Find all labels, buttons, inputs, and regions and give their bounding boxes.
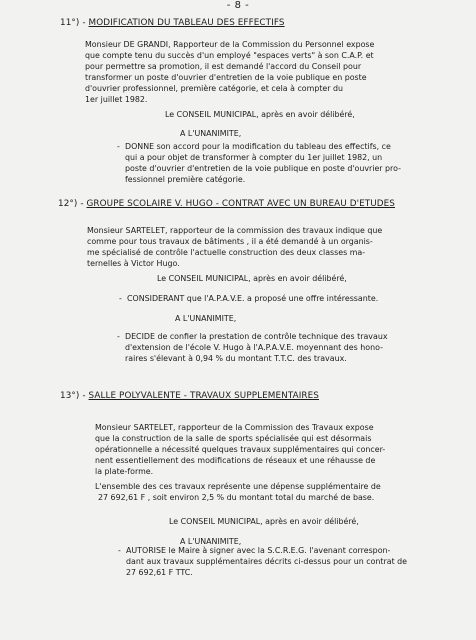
section-11-title: MODIFICATION DU TABLEAU DES EFFECTIFS [88, 18, 285, 28]
section-12-number: 12°) - [58, 199, 84, 209]
page-number: - 8 - [226, 0, 250, 11]
section-11-vote: A L'UNANIMITE, [180, 129, 242, 138]
report-line: opérationnelle a nécessité quelques travaux supplémentaires qui concer- [95, 444, 386, 454]
section-13-council: Le CONSEIL MUNICIPAL, après en avoir délibéré, [169, 517, 359, 526]
report-line: Monsieur SARTELET, rapporteur de la Commission des Travaux expose [95, 423, 374, 432]
decision-line: DONNE son accord pour la modification du tableau des effectifs, ce [125, 142, 391, 151]
report-line: 1er juillet 1982. [85, 94, 148, 104]
document-page: - 8 - 11°) - MODIFICATION DU TABLEAU DES EFFECTIFS Monsieur DE GRANDI, Rapporteur de la Commission du Personnel expose que compte tenu du succès d'un employé "espaces verts" à son C.A.P. et pour permettre sa promotion, il est demandé l'accord du Conseil pour transformer un poste d'ouvrier d'entretien de la voie publique en poste d'ouvrier professionnel, première catégorie, et cela à compter du 1er juillet 1982. Le CONSEIL MUNICIPAL, après en avoir délibéré, A L'UNANIMITE, - DONNE son accord pour la modification du tableau des effectifs, ce qui a pour objet de transformer à compter du 1er juillet 1982, un poste d'ouvrier d'entretien de la voie publique en poste d'ouvrier pro- fessionnel première catégorie. 12°) - GROUPE SCOLAIRE V. HUGO - CONTRAT AVEC UN BUREAU D'ETUDES Monsieur SARTELET, rapporteur de la commission des travaux indique que comme pour tous travaux de bâtiments , il a été demandé à un organis- me spécialisé de contrôle l'actuelle construction des deux classes ma- ternelles à Victor Hugo. Le CONSEIL MUNICIPAL, après en avoir délibéré, - CONSIDERANT que l'A.P.A.V.E. a proposé une offre intéressante. A L'UNANIMITE, - DECIDE de confier la prestation de contrôle technique des travaux d'extension de l'école V. Hugo à l'A.P.A.V.E. moyennant des hono- raires s'élevant à 0,94 % du montant T.T.C. des travaux. 13°) - SALLE POLYVALENTE - TRAVAUX SUPPLEMENTAIRES Monsieur SARTELET, rapporteur de la Commission des Travaux expose que la construction de la salle de sports spécialisée qui est désormais opérationnelle a nécessité quelques travaux supplémentaires qui concer- nent essentiellement des modifications de réseaux et une réhausse de la plate-forme. L'ensemble des ces travaux représente une dépense supplémentaire de 27 692,61 F , soit environ 2,5 % du montant total du marché de base. Le CONSEIL MUNICIPAL, après en avoir délibéré, A L'UNANIMITE, - AUTORISE le Maire à signer avec la S.C.R.E.G. l'avenant correspon- dant aux travaux supplémentaires décrits ci-dessus pour un contrat de 27 692,61 F TTC. [0, 0, 476, 640]
report-line: Monsieur SARTELET, rapporteur de la commission des travaux indique que [87, 226, 383, 235]
section-13-number: 13°) - [60, 391, 86, 401]
decision-line: raires s'élevant à 0,94 % du montant T.T.C. des travaux. [125, 353, 347, 363]
section-11-number: 11°) - [60, 18, 86, 28]
decision-line: 27 692,61 F TTC. [126, 567, 193, 577]
section-13-vote: A L'UNANIMITE, [180, 537, 242, 546]
section-13-heading [60, 391, 319, 401]
report-line: Monsieur DE GRANDI, Rapporteur de la Commission du Personnel expose [85, 40, 375, 49]
section-13-cost [95, 482, 381, 504]
section-11-report [85, 40, 374, 105]
section-11-heading [60, 18, 285, 28]
report-line: L'ensemble des ces travaux représente une dépense supplémentaire de [95, 482, 381, 491]
report-line: d'ouvrier professionnel, première catégorie, et cela à compter du [85, 83, 344, 93]
decision-line: dant aux travaux supplémentaires décrits ci-dessus pour un contrat de [126, 556, 408, 566]
report-line: que compte tenu du succès d'un employé "espaces verts" à son C.A.P. et [85, 50, 374, 60]
decision-line: fessionnel première catégorie. [125, 174, 246, 184]
decision-line: DECIDE de confier la prestation de contrôle technique des travaux [125, 332, 388, 341]
report-line: transformer un poste d'ouvrier d'entretien de la voie publique en poste [85, 72, 367, 82]
report-line: 27 692,61 F , soit environ 2,5 % du montant total du marché de base. [98, 492, 375, 502]
section-12-title: GROUPE SCOLAIRE V. HUGO - CONTRAT AVEC UN BUREAU D'ETUDES [86, 199, 395, 209]
decision-line: qui a pour objet de transformer à compter du 1er juillet 1982, un [125, 152, 383, 162]
section-13-report [95, 423, 385, 478]
report-line: nent essentiellement des modifications de réseaux et une réhausse de [95, 455, 376, 465]
report-line: ternelles à Victor Hugo. [87, 258, 180, 268]
report-line: la plate-forme. [95, 466, 154, 476]
decision-line: poste d'ouvrier d'entretien de la voie publique en poste d'ouvrier pro- [125, 163, 401, 173]
report-line: que la construction de la salle de sports spécialisée qui est désormais [95, 433, 372, 443]
report-line: me spécialisé de contrôle l'actuelle construction des deux classes ma- [87, 247, 366, 257]
section-12-vote: A L'UNANIMITE, [175, 314, 237, 323]
section-12-council: Le CONSEIL MUNICIPAL, après en avoir délibéré, [157, 274, 347, 283]
consideration-line: CONSIDERANT que l'A.P.A.V.E. a proposé une offre intéressante. [127, 294, 379, 303]
section-11-council: Le CONSEIL MUNICIPAL, après en avoir délibéré, [165, 110, 355, 119]
section-12-heading [58, 199, 395, 209]
report-line: comme pour tous travaux de bâtiments , il a été demandé à un organis- [87, 236, 373, 246]
section-12-report [87, 226, 382, 270]
decision-line: AUTORISE le Maire à signer avec la S.C.R.E.G. l'avenant correspon- [126, 546, 391, 555]
section-13-title: SALLE POLYVALENTE - TRAVAUX SUPPLEMENTAIRES [88, 391, 319, 401]
decision-line: d'extension de l'école V. Hugo à l'A.P.A.V.E. moyennant des hono- [125, 342, 383, 352]
report-line: pour permettre sa promotion, il est demandé l'accord du Conseil pour [85, 61, 362, 71]
